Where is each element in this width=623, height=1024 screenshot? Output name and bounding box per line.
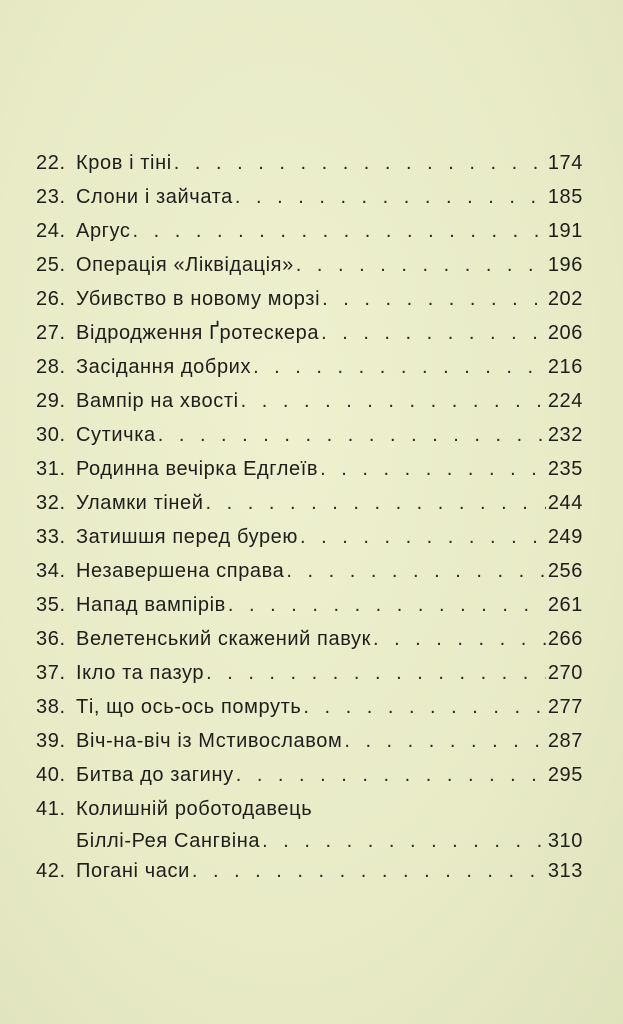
dot-leader xyxy=(206,486,546,520)
toc-entry xyxy=(0,418,623,452)
dot-leader xyxy=(303,690,545,724)
dot-leader xyxy=(286,554,545,588)
page-number: 249 xyxy=(547,526,583,548)
dot-leader xyxy=(344,724,546,758)
page-number: 313 xyxy=(547,860,583,882)
toc-entry xyxy=(0,854,623,888)
page-number: 310 xyxy=(547,830,583,852)
dot-leader xyxy=(253,350,546,384)
dot-leader xyxy=(320,452,546,486)
dot-leader xyxy=(133,214,546,248)
dot-leader xyxy=(158,418,546,452)
chapter-number: 22. xyxy=(36,152,66,174)
chapter-number: 28. xyxy=(36,356,66,378)
toc-entry xyxy=(0,622,623,656)
chapter-number: 34. xyxy=(36,560,66,582)
chapter-title: Засідання добрих xyxy=(76,356,252,378)
toc-entry xyxy=(0,248,623,282)
table-of-contents xyxy=(0,146,623,888)
toc-entry xyxy=(0,350,623,384)
chapter-title: Колишній роботодавець xyxy=(76,798,313,820)
chapter-number: 38. xyxy=(36,696,66,718)
page-number: 277 xyxy=(547,696,583,718)
page-number: 216 xyxy=(547,356,583,378)
toc-entry xyxy=(0,146,623,180)
dot-leader xyxy=(206,656,546,690)
page-number: 196 xyxy=(547,254,583,276)
chapter-number: 39. xyxy=(36,730,66,752)
page-number: 287 xyxy=(547,730,583,752)
chapter-number: 32. xyxy=(36,492,66,514)
dot-leader xyxy=(241,384,546,418)
dot-leader xyxy=(174,146,546,180)
chapter-title: Операція «Ліквідація» xyxy=(76,254,294,276)
dot-leader xyxy=(228,588,546,622)
chapter-title: Велетенський скажений павук xyxy=(76,628,371,650)
toc-entry xyxy=(0,792,623,854)
chapter-number: 35. xyxy=(36,594,66,616)
chapter-title: Віч-на-віч із Мстивославом xyxy=(76,730,343,752)
chapter-title: Сутичка xyxy=(76,424,156,446)
page-number: 235 xyxy=(547,458,583,480)
page-number: 206 xyxy=(547,322,583,344)
dot-leader xyxy=(322,282,546,316)
page-number: 174 xyxy=(547,152,583,174)
chapter-title-continued: Біллі-Рея Сангвіна xyxy=(76,830,261,852)
chapter-number: 37. xyxy=(36,662,66,684)
chapter-title: Слони і зайчата xyxy=(76,186,233,208)
toc-entry xyxy=(0,520,623,554)
chapter-number: 24. xyxy=(36,220,66,242)
dot-leader xyxy=(235,180,546,214)
chapter-title: Напад вампірів xyxy=(76,594,226,616)
toc-entry xyxy=(0,724,623,758)
toc-entry xyxy=(0,588,623,622)
page-number: 244 xyxy=(547,492,583,514)
page-number: 270 xyxy=(547,662,583,684)
chapter-number: 23. xyxy=(36,186,66,208)
chapter-number: 40. xyxy=(36,764,66,786)
page-number: 202 xyxy=(547,288,583,310)
chapter-number: 29. xyxy=(36,390,66,412)
dot-leader xyxy=(321,316,546,350)
chapter-title: Вампір на хвості xyxy=(76,390,239,412)
dot-leader xyxy=(373,622,546,656)
toc-entry xyxy=(0,180,623,214)
page-number: 224 xyxy=(547,390,583,412)
toc-entry xyxy=(0,384,623,418)
page-number: 232 xyxy=(547,424,583,446)
chapter-number: 33. xyxy=(36,526,66,548)
chapter-number: 26. xyxy=(36,288,66,310)
chapter-number: 36. xyxy=(36,628,66,650)
page-number: 266 xyxy=(547,628,583,650)
toc-entry xyxy=(0,282,623,316)
chapter-title: Ікло та пазур xyxy=(76,662,205,684)
page-number: 185 xyxy=(547,186,583,208)
chapter-title: Убивство в новому морзі xyxy=(76,288,321,310)
toc-entry xyxy=(0,214,623,248)
chapter-title: Відродження Ґротескера xyxy=(76,322,320,344)
dot-leader xyxy=(192,854,546,888)
chapter-title: Родинна вечірка Едглеїв xyxy=(76,458,319,480)
chapter-title: Кров і тіні xyxy=(76,152,172,174)
chapter-title: Ті, що ось-ось помруть xyxy=(76,696,302,718)
chapter-title: Погані часи xyxy=(76,860,190,882)
chapter-number: 25. xyxy=(36,254,66,276)
toc-entry xyxy=(0,656,623,690)
page-number: 256 xyxy=(547,560,583,582)
chapter-number: 41. xyxy=(36,798,66,820)
toc-entry xyxy=(0,690,623,724)
page-number: 191 xyxy=(547,220,583,242)
toc-entry xyxy=(0,452,623,486)
toc-entry xyxy=(0,316,623,350)
chapter-title: Незавершена справа xyxy=(76,560,285,582)
chapter-title: Уламки тіней xyxy=(76,492,204,514)
dot-leader xyxy=(296,248,546,282)
dot-leader xyxy=(300,520,546,554)
chapter-number: 42. xyxy=(36,860,66,882)
toc-entry xyxy=(0,758,623,792)
toc-entry xyxy=(0,554,623,588)
dot-leader xyxy=(236,758,546,792)
chapter-title: Затишшя перед бурею xyxy=(76,526,298,548)
chapter-title: Аргус xyxy=(76,220,131,242)
dot-leader xyxy=(262,824,546,858)
chapter-title: Битва до загину xyxy=(76,764,234,786)
toc-entry xyxy=(0,486,623,520)
chapter-number: 31. xyxy=(36,458,66,480)
chapter-number: 30. xyxy=(36,424,66,446)
page-number: 295 xyxy=(547,764,583,786)
chapter-number: 27. xyxy=(36,322,66,344)
page-number: 261 xyxy=(547,594,583,616)
